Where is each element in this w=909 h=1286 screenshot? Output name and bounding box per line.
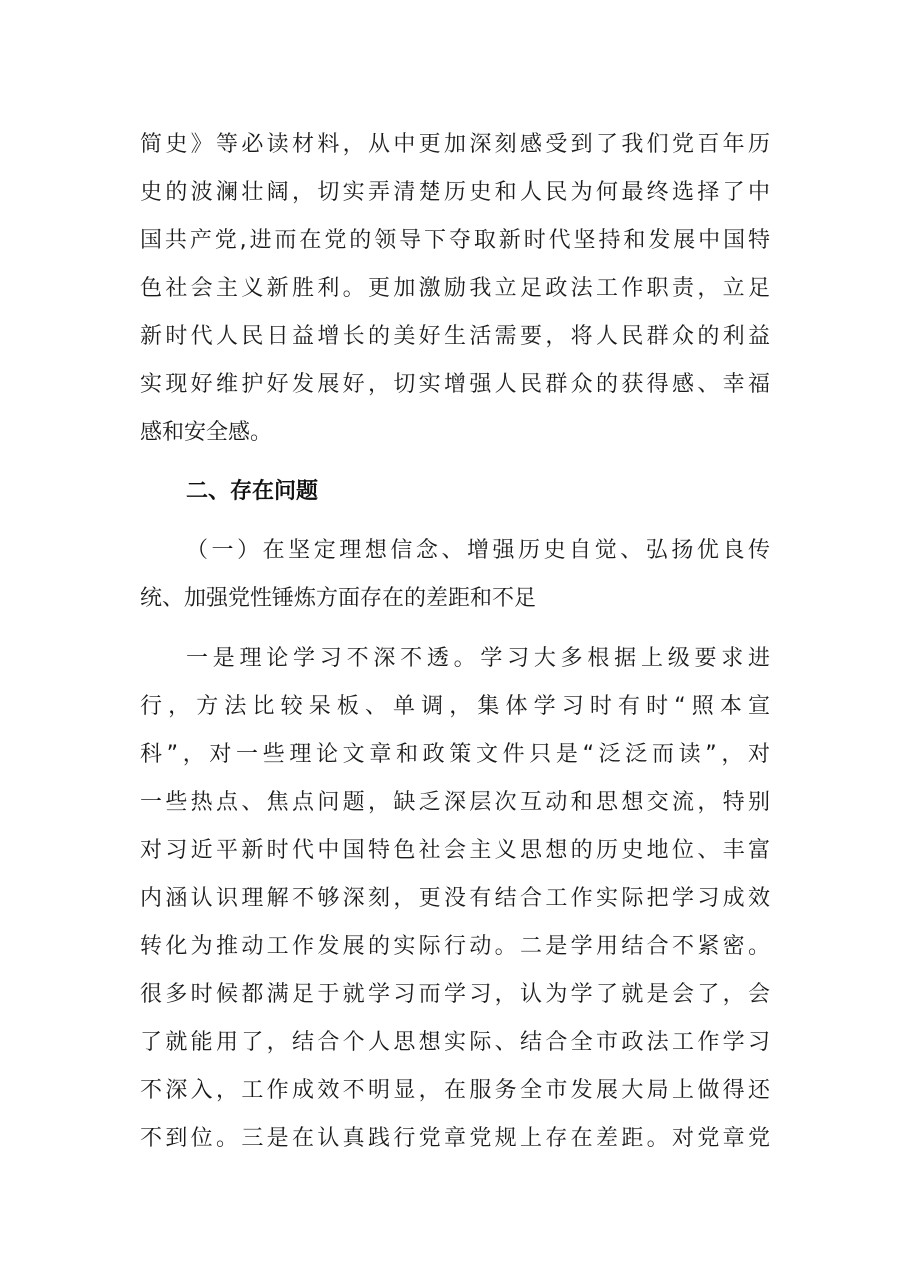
paragraph-line: 科”，对一些理论文章和政策文件只是“泛泛而读”，对 — [140, 742, 770, 767]
paragraph-line: 国共产党,进而在党的领导下夺取新时代坚持和发展中国特 — [140, 228, 770, 253]
paragraph-line: 简史》等必读材料，从中更加深刻感受到了我们党百年历 — [140, 132, 770, 157]
paragraph-line: 实现好维护好发展好，切实增强人民群众的获得感、幸福 — [140, 372, 770, 397]
paragraph-line: 新时代人民日益增长的美好生活需要，将人民群众的利益 — [140, 324, 770, 349]
paragraph-line: 不深入，工作成效不明显，在服务全市发展大局上做得还 — [140, 1078, 770, 1103]
paragraph-line: 行，方法比较呆板、单调，集体学习时有时“照本宣 — [140, 694, 770, 719]
paragraph-line: 很多时候都满足于就学习而学习，认为学了就是会了，会 — [140, 982, 770, 1007]
subsection-title-line: （一）在坚定理想信念、增强历史自觉、弘扬优良传 — [186, 538, 770, 563]
paragraph-line: 史的波澜壮阔，切实弄清楚历史和人民为何最终选择了中 — [140, 180, 770, 205]
paragraph-line: 一些热点、焦点问题，缺乏深层次互动和思想交流，特别 — [140, 790, 770, 815]
paragraph-line: 对习近平新时代中国特色社会主义思想的历史地位、丰富 — [140, 838, 770, 863]
subsection-title-line: 统、加强党性锤炼方面存在的差距和不足 — [140, 586, 537, 611]
paragraph-line: 了就能用了，结合个人思想实际、结合全市政法工作学习 — [140, 1030, 770, 1055]
paragraph-line: 感和安全感。 — [140, 420, 273, 445]
section-heading: 二、存在问题 — [186, 479, 319, 504]
paragraph-line: 一是理论学习不深不透。学习大多根据上级要求进 — [186, 646, 770, 671]
paragraph-line: 转化为推动工作发展的实际行动。二是学用结合不紧密。 — [140, 934, 770, 959]
paragraph-line: 内涵认识理解不够深刻，更没有结合工作实际把学习成效 — [140, 886, 770, 911]
paragraph-line: 不到位。三是在认真践行党章党规上存在差距。对党章党 — [140, 1126, 770, 1151]
paragraph-line: 色社会主义新胜利。更加激励我立足政法工作职责，立足 — [140, 276, 770, 301]
